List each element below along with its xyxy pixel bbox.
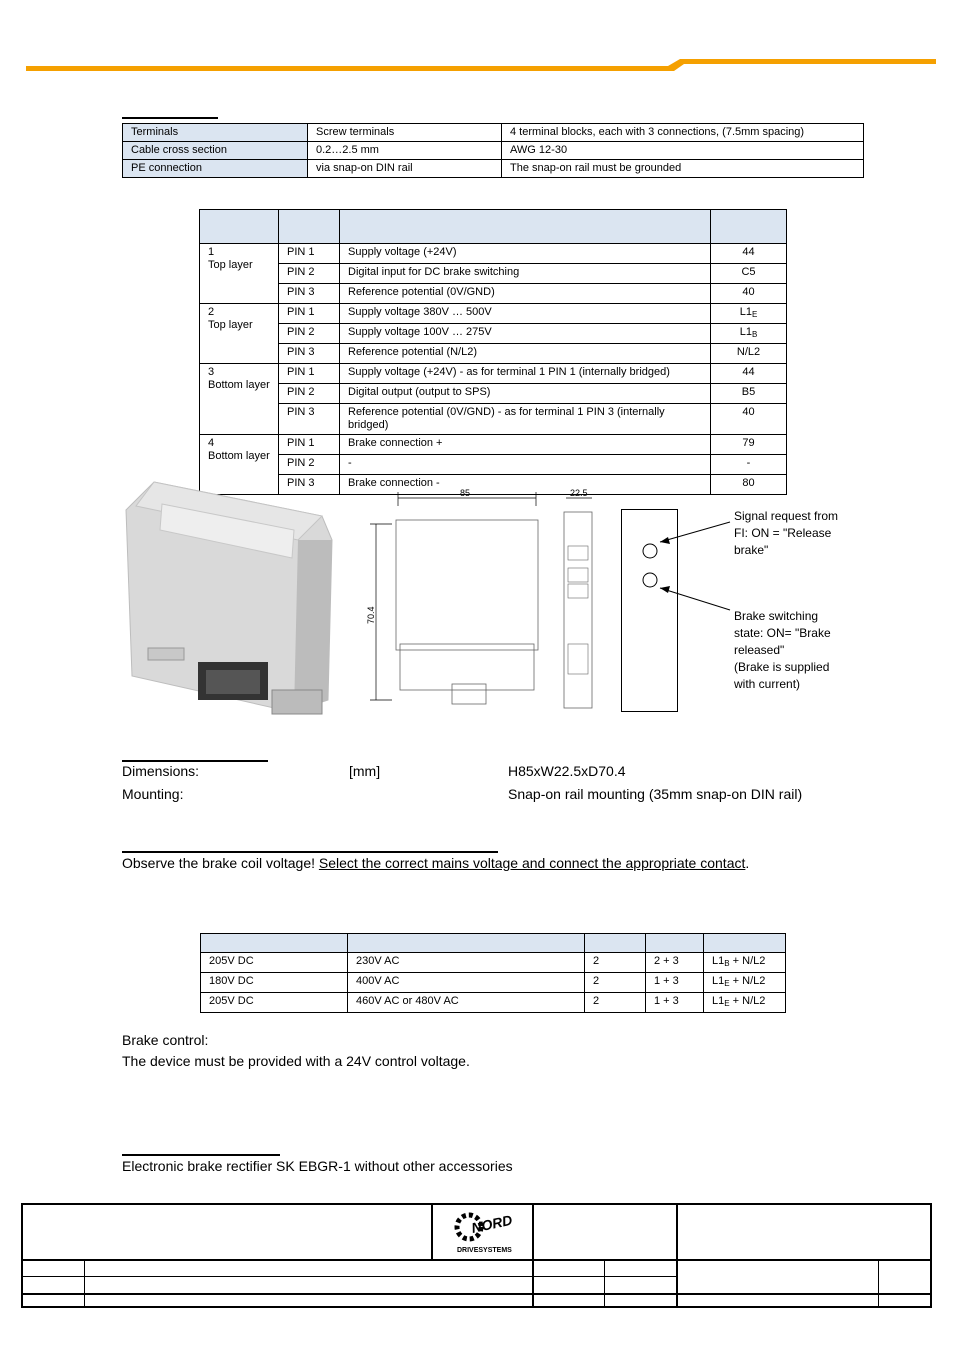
terminal-layer: Bottom layer <box>208 450 270 462</box>
pin-code <box>711 404 787 435</box>
logo-brand: NORD <box>469 1211 514 1236</box>
led1-label <box>734 508 838 559</box>
pin-row <box>200 324 787 344</box>
pin-row <box>200 244 787 264</box>
pin-description: Reference potential (0V/GND) - as for terminal 1 PIN 3 (internally bridged) <box>340 404 711 435</box>
terminals-cell: Cable cross section <box>123 142 308 160</box>
voltage-cell-c1: 180V DC <box>201 973 348 993</box>
voltage-cell-c2: 400V AC <box>348 973 585 993</box>
led-release-brake-indicator <box>643 544 657 558</box>
terminals-row <box>123 124 864 142</box>
pin-code-main: B5 <box>741 386 756 398</box>
dim-width-label: 85 <box>460 488 471 498</box>
voltage-cell-c3: 2 <box>585 973 646 993</box>
voltage-row <box>201 973 786 993</box>
led-panel <box>620 508 740 714</box>
pin-label: PIN 3 <box>279 404 340 435</box>
pin-code-sub: B <box>751 330 758 339</box>
terminal-group-cell <box>200 244 279 304</box>
pin-label: PIN 2 <box>279 324 340 344</box>
led2-line: Brake switching <box>734 609 819 623</box>
voltage-table-header <box>201 934 786 953</box>
observe-lead: Observe the brake coil voltage! <box>122 855 319 871</box>
brake-control-text: The device must be provided with a 24V control voltage. <box>122 1053 470 1069</box>
contact-sub: E <box>724 999 730 1008</box>
pin-description: Brake connection + <box>340 435 711 455</box>
pin-description: Supply voltage (+24V) <box>340 244 711 264</box>
terminal-number: 4 <box>208 437 215 449</box>
section-heading-underline <box>122 851 498 853</box>
pin-code <box>711 324 787 344</box>
terminals-cell: PE connection <box>123 160 308 178</box>
pin-description: Digital output (output to SPS) <box>340 384 711 404</box>
terminal-layer: Top layer <box>208 259 253 271</box>
pin-row <box>200 435 787 455</box>
led2-line: released" <box>734 643 785 657</box>
pin-code <box>711 244 787 264</box>
led2-line: (Brake is supplied <box>734 660 830 674</box>
pin-description: Brake connection - <box>340 475 711 495</box>
pin-row <box>200 344 787 364</box>
pin-row <box>200 364 787 384</box>
header-accent-bar <box>0 55 954 77</box>
pin-code <box>711 384 787 404</box>
scope-text: Electronic brake rectifier SK EBGR-1 without other accessories <box>122 1158 513 1174</box>
pin-code <box>711 264 787 284</box>
voltage-row <box>201 953 786 973</box>
pin-row <box>200 404 787 435</box>
terminal-layer: Bottom layer <box>208 379 270 391</box>
pin-assignment-table <box>199 209 787 495</box>
contact-main: L1 <box>712 995 725 1007</box>
pin-code <box>711 455 787 475</box>
terminals-cell: 0.2…2.5 mm <box>308 142 502 160</box>
terminals-cell: Screw terminals <box>308 124 502 142</box>
pin-label: PIN 2 <box>279 455 340 475</box>
terminal-number: 2 <box>208 306 215 318</box>
pin-description: Reference potential (N/L2) <box>340 344 711 364</box>
pin-code-main: 80 <box>742 477 755 489</box>
pin-code-main: 44 <box>742 246 755 258</box>
brake-control-label: Brake control: <box>122 1032 209 1048</box>
led2-line: state: ON= "Brake <box>734 626 831 640</box>
dimensions-unit: [mm] <box>349 763 381 779</box>
pin-code-sub: E <box>751 310 758 319</box>
pin-label: PIN 1 <box>279 304 340 324</box>
terminal-number: 3 <box>208 366 215 378</box>
pin-description: Digital input for DC brake switching <box>340 264 711 284</box>
pin-description: Supply voltage 100V … 275V <box>340 324 711 344</box>
pin-code <box>711 475 787 495</box>
pin-code-main: 44 <box>742 366 755 378</box>
pin-description: - <box>340 455 711 475</box>
voltage-table <box>200 933 786 1013</box>
pin-code <box>711 435 787 455</box>
mounting-value: Snap-on rail mounting (35mm snap-on DIN rail) <box>508 786 803 802</box>
pin-code-main: N/L2 <box>736 346 761 358</box>
terminal-layer: Top layer <box>208 319 253 331</box>
terminals-row <box>123 160 864 178</box>
voltage-cell-c3: 2 <box>585 953 646 973</box>
contact-main: L1 <box>712 955 725 967</box>
pin-description: Supply voltage 380V … 500V <box>340 304 711 324</box>
voltage-cell-c4: 1 + 3 <box>646 993 704 1013</box>
contact-sub: E <box>724 979 730 988</box>
pin-row <box>200 384 787 404</box>
pin-label: PIN 1 <box>279 244 340 264</box>
led1-line: Signal request from <box>734 509 839 523</box>
pin-label: PIN 2 <box>279 264 340 284</box>
pin-label: PIN 3 <box>279 475 340 495</box>
dim-depth-label: 22.5 <box>570 488 588 498</box>
contact-sub: B <box>724 959 730 968</box>
pin-row <box>200 455 787 475</box>
terminal-group-cell <box>200 364 279 435</box>
contact-tail: + N/L2 <box>729 995 766 1007</box>
observe-tail: . <box>745 855 750 871</box>
pin-code <box>711 304 787 324</box>
section-heading-underline <box>122 1154 280 1156</box>
pin-row <box>200 304 787 324</box>
terminals-table <box>122 123 864 178</box>
led1-line: brake" <box>734 543 769 557</box>
pin-table-header <box>200 210 787 244</box>
observe-underlined: Select the correct mains voltage and connect the appropriate contact <box>318 855 746 871</box>
voltage-cell-c1: 205V DC <box>201 993 348 1013</box>
pin-label: PIN 1 <box>279 364 340 384</box>
pin-label: PIN 1 <box>279 435 340 455</box>
terminal-group-cell <box>200 304 279 364</box>
mounting-label: Mounting: <box>122 786 184 802</box>
pin-description: Supply voltage (+24V) - as for terminal 1 PIN 1 (internally bridged) <box>340 364 711 384</box>
led-brake-released-indicator <box>643 573 657 587</box>
pin-code-main: 40 <box>742 286 755 298</box>
terminals-row <box>123 142 864 160</box>
led2-line: with current) <box>734 677 801 691</box>
device-photo <box>122 480 334 718</box>
pin-description: Reference potential (0V/GND) <box>340 284 711 304</box>
pin-row <box>200 284 787 304</box>
pin-code-main: C5 <box>741 266 756 278</box>
terminals-cell: AWG 12-30 <box>502 142 864 160</box>
voltage-cell-c5 <box>704 993 786 1013</box>
contact-tail: + N/L2 <box>729 975 766 987</box>
dimension-drawing <box>366 484 598 712</box>
voltage-cell-c5 <box>704 973 786 993</box>
voltage-cell-c4: 2 + 3 <box>646 953 704 973</box>
section-heading-underline <box>122 760 268 762</box>
voltage-cell-c2: 460V AC or 480V AC <box>348 993 585 1013</box>
section-heading-underline <box>122 117 218 119</box>
terminals-cell: Terminals <box>123 124 308 142</box>
dimensions-label: Dimensions: <box>122 763 200 779</box>
led1-line: FI: ON = "Release <box>734 526 832 540</box>
pin-row <box>200 264 787 284</box>
voltage-cell-c4: 1 + 3 <box>646 973 704 993</box>
contact-tail: + N/L2 <box>729 955 766 967</box>
pin-code-main: 79 <box>742 437 755 449</box>
pin-code-main: L1 <box>739 326 752 338</box>
pin-code <box>711 344 787 364</box>
voltage-cell-c3: 2 <box>585 993 646 1013</box>
logo-sub: DRIVESYSTEMS <box>457 1247 512 1254</box>
voltage-cell-c1: 205V DC <box>201 953 348 973</box>
pin-code-main: 40 <box>742 406 755 418</box>
contact-main: L1 <box>712 975 725 987</box>
pin-label: PIN 3 <box>279 284 340 304</box>
dim-height-label: 70.4 <box>366 606 376 624</box>
voltage-row <box>201 993 786 1013</box>
nord-logo <box>451 1209 517 1255</box>
led2-label <box>734 608 831 693</box>
observe-note <box>122 855 749 872</box>
terminals-cell: 4 terminal blocks, each with 3 connections, (7.5mm spacing) <box>502 124 864 142</box>
footer-title-block <box>21 1203 932 1308</box>
terminals-cell: via snap-on DIN rail <box>308 160 502 178</box>
terminal-number: 1 <box>208 246 215 258</box>
pin-label: PIN 3 <box>279 344 340 364</box>
pin-code-main: L1 <box>739 306 752 318</box>
voltage-cell-c5 <box>704 953 786 973</box>
terminals-cell: The snap-on rail must be grounded <box>502 160 864 178</box>
pin-label: PIN 2 <box>279 384 340 404</box>
pin-code-main: - <box>746 457 751 469</box>
dimensions-value: H85xW22.5xD70.4 <box>508 763 626 779</box>
pin-code <box>711 364 787 384</box>
pin-code <box>711 284 787 304</box>
voltage-cell-c2: 230V AC <box>348 953 585 973</box>
